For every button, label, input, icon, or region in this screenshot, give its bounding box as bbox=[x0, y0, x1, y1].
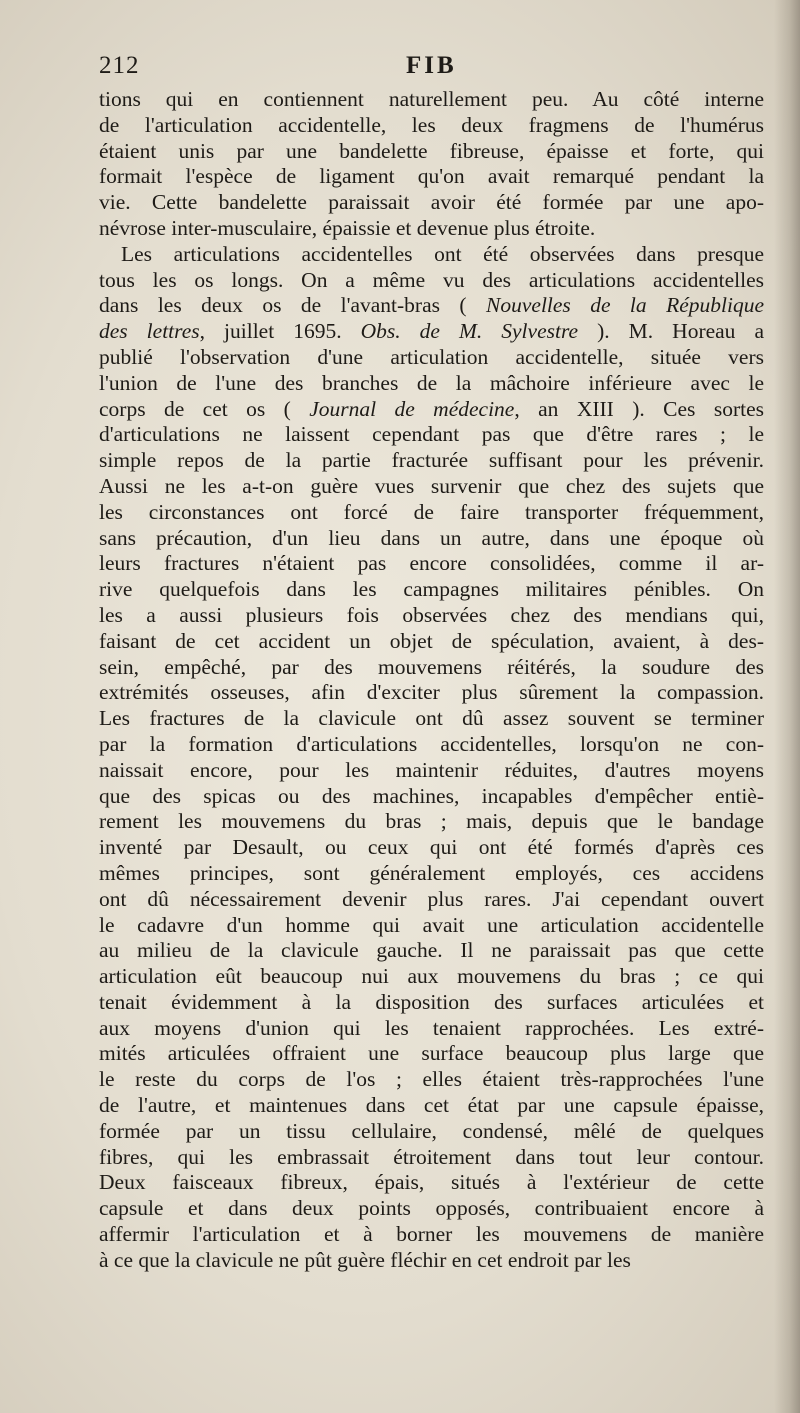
text-segment: sein, empêché, par des mouvemens réitérés, la soudure des bbox=[99, 654, 764, 679]
text-line bbox=[99, 216, 764, 242]
text-segment: Les fractures de la clavicule ont dû assez souvent se terminer bbox=[99, 706, 764, 731]
text-line bbox=[99, 268, 764, 294]
text-segment: , juillet 1695. bbox=[199, 319, 361, 344]
running-head: FIB bbox=[406, 52, 457, 79]
text-line bbox=[99, 139, 764, 165]
text-line bbox=[99, 680, 764, 706]
text-line bbox=[99, 164, 764, 190]
text-segment: tous les os longs. On a même vu des articulations accidentelles bbox=[99, 267, 764, 292]
text-segment: rement les mouvemens du bras ; mais, depuis que le bandage bbox=[99, 809, 764, 834]
text-line bbox=[99, 422, 764, 448]
text-segment: l'union de l'une des branches de la mâchoire inférieure avec le bbox=[99, 370, 764, 395]
text-segment: mités articulées offraient une surface beaucoup plus large que bbox=[99, 1041, 764, 1066]
text-line bbox=[99, 861, 764, 887]
text-line bbox=[99, 603, 764, 629]
text-line bbox=[99, 190, 764, 216]
text-line bbox=[99, 448, 764, 474]
text-segment: rive quelquefois dans les campagnes militaires pénibles. On bbox=[99, 577, 764, 602]
text-line bbox=[99, 990, 764, 1016]
text-line bbox=[99, 706, 764, 732]
text-line bbox=[99, 964, 764, 990]
text-line bbox=[99, 938, 764, 964]
text-line bbox=[99, 1170, 764, 1196]
text-line bbox=[99, 242, 764, 268]
text-line bbox=[99, 809, 764, 835]
text-segment: d'articulations ne laissent cependant pas que d'être rares ; le bbox=[99, 422, 764, 447]
text-segment: formait l'espèce de ligament qu'on avait remarqué pendant la bbox=[99, 164, 764, 189]
text-line bbox=[99, 1093, 764, 1119]
text-segment: corps de cet os ( bbox=[99, 396, 310, 421]
page-edge-shadow bbox=[774, 0, 800, 1413]
text-segment: étaient unis par une bandelette fibreuse, épaisse et forte, qui bbox=[99, 138, 764, 163]
text-segment: leurs fractures n'étaient pas encore consolidées, comme il ar- bbox=[99, 551, 764, 576]
text-segment: Journal de médecine bbox=[309, 396, 515, 421]
text-line bbox=[99, 319, 764, 345]
text-segment: publié l'observation d'une articulation accidentelle, située vers bbox=[99, 344, 764, 369]
text-segment: vie. Cette bandelette paraissait avoir été formée par une apo- bbox=[99, 190, 764, 215]
text-segment: , an XIII ). Ces sortes bbox=[514, 396, 764, 421]
text-segment: des lettres bbox=[99, 319, 200, 344]
text-line bbox=[99, 551, 764, 577]
text-line bbox=[99, 526, 764, 552]
text-segment: simple repos de la partie fracturée suffisant pour les prévenir. bbox=[99, 448, 764, 473]
text-segment: névrose inter-musculaire, épaissie et devenue plus étroite. bbox=[99, 215, 596, 240]
text-segment: affermir l'articulation et à borner les mouvemens de manière bbox=[99, 1222, 764, 1247]
text-segment: inventé par Desault, ou ceux qui ont été formés d'après ces bbox=[99, 835, 764, 860]
text-line bbox=[99, 887, 764, 913]
text-segment: que des spicas ou des machines, incapables d'empêcher entiè- bbox=[99, 783, 764, 808]
text-segment: ont dû nécessairement devenir plus rares. J'ai cependant ouvert bbox=[99, 886, 764, 911]
text-line bbox=[99, 293, 764, 319]
page-number: 212 bbox=[99, 52, 140, 79]
text-segment: de l'articulation accidentelle, les deux fragmens de l'humérus bbox=[99, 112, 764, 137]
text-segment: tenait évidemment à la disposition des surfaces articulées et bbox=[99, 989, 764, 1014]
text-line bbox=[99, 1248, 764, 1274]
text-line bbox=[99, 913, 764, 939]
text-line bbox=[99, 371, 764, 397]
text-line bbox=[99, 1222, 764, 1248]
text-line bbox=[99, 1196, 764, 1222]
text-segment: aux moyens d'union qui les tenaient rapprochées. Les extré- bbox=[99, 1015, 764, 1040]
text-line bbox=[99, 87, 764, 113]
text-segment: capsule et dans deux points opposés, contribuaient encore à bbox=[99, 1196, 764, 1221]
text-segment: tions qui en contiennent naturellement peu. Au côté interne bbox=[99, 87, 764, 111]
text-segment: formée par un tissu cellulaire, condensé, mêlé de quelques bbox=[99, 1118, 764, 1143]
text-segment: le cadavre d'un homme qui avait une articulation accidentelle bbox=[99, 912, 764, 937]
text-line bbox=[99, 758, 764, 784]
text-segment: fibres, qui les embrassait étroitement dans tout leur contour. bbox=[99, 1144, 764, 1169]
text-line bbox=[99, 835, 764, 861]
text-line bbox=[99, 500, 764, 526]
text-segment: faisant de cet accident un objet de spéculation, avaient, à des- bbox=[99, 628, 764, 653]
text-segment: Obs. de M. Sylvestre bbox=[360, 319, 579, 344]
page-header bbox=[99, 52, 764, 82]
text-line bbox=[99, 784, 764, 810]
text-line bbox=[99, 1145, 764, 1171]
text-segment: au milieu de la clavicule gauche. Il ne paraissait pas que cette bbox=[99, 938, 764, 963]
text-segment: Les articulations accidentelles ont été observées dans presque bbox=[121, 241, 764, 266]
text-segment: sans précaution, d'un lieu dans un autre, dans une époque où bbox=[99, 525, 764, 550]
text-segment: Deux faisceaux fibreux, épais, situés à l'extérieur de cette bbox=[99, 1170, 764, 1195]
text-segment: de l'autre, et maintenues dans cet état par une capsule épaisse, bbox=[99, 1093, 764, 1118]
text-line bbox=[99, 1041, 764, 1067]
text-segment: par la formation d'articulations accidentelles, lorsqu'on ne con- bbox=[99, 731, 764, 756]
text-segment: articulation eût beaucoup nui aux mouvemens du bras ; ce qui bbox=[99, 964, 764, 989]
text-line bbox=[99, 345, 764, 371]
body-text bbox=[99, 87, 764, 1274]
text-line bbox=[99, 1067, 764, 1093]
text-segment: à ce que la clavicule ne pût guère fléchir en cet endroit par les bbox=[99, 1247, 631, 1272]
text-line bbox=[99, 1016, 764, 1042]
text-line bbox=[99, 397, 764, 423]
text-line bbox=[99, 474, 764, 500]
text-segment: ). M. Horeau a bbox=[578, 319, 764, 344]
text-segment: Nouvelles de la République bbox=[486, 293, 764, 318]
text-segment: naissait encore, pour les maintenir réduites, d'autres moyens bbox=[99, 757, 764, 782]
text-segment: les circonstances ont forcé de faire transporter fréquemment, bbox=[99, 499, 764, 524]
text-line bbox=[99, 732, 764, 758]
text-line bbox=[99, 655, 764, 681]
text-segment: les a aussi plusieurs fois observées chez des mendians qui, bbox=[99, 602, 764, 627]
text-segment: Aussi ne les a-t-on guère vues survenir que chez des sujets que bbox=[99, 473, 764, 498]
text-line bbox=[99, 577, 764, 603]
text-segment: le reste du corps de l'os ; elles étaient très-rapprochées l'une bbox=[99, 1067, 764, 1092]
text-segment: extrémités osseuses, afin d'exciter plus sûrement la compassion. bbox=[99, 680, 764, 705]
text-line bbox=[99, 1119, 764, 1145]
text-segment: dans les deux os de l'avant-bras ( bbox=[99, 293, 487, 318]
text-line bbox=[99, 113, 764, 139]
text-segment: mêmes principes, sont généralement employés, ces accidens bbox=[99, 860, 764, 885]
text-line bbox=[99, 629, 764, 655]
